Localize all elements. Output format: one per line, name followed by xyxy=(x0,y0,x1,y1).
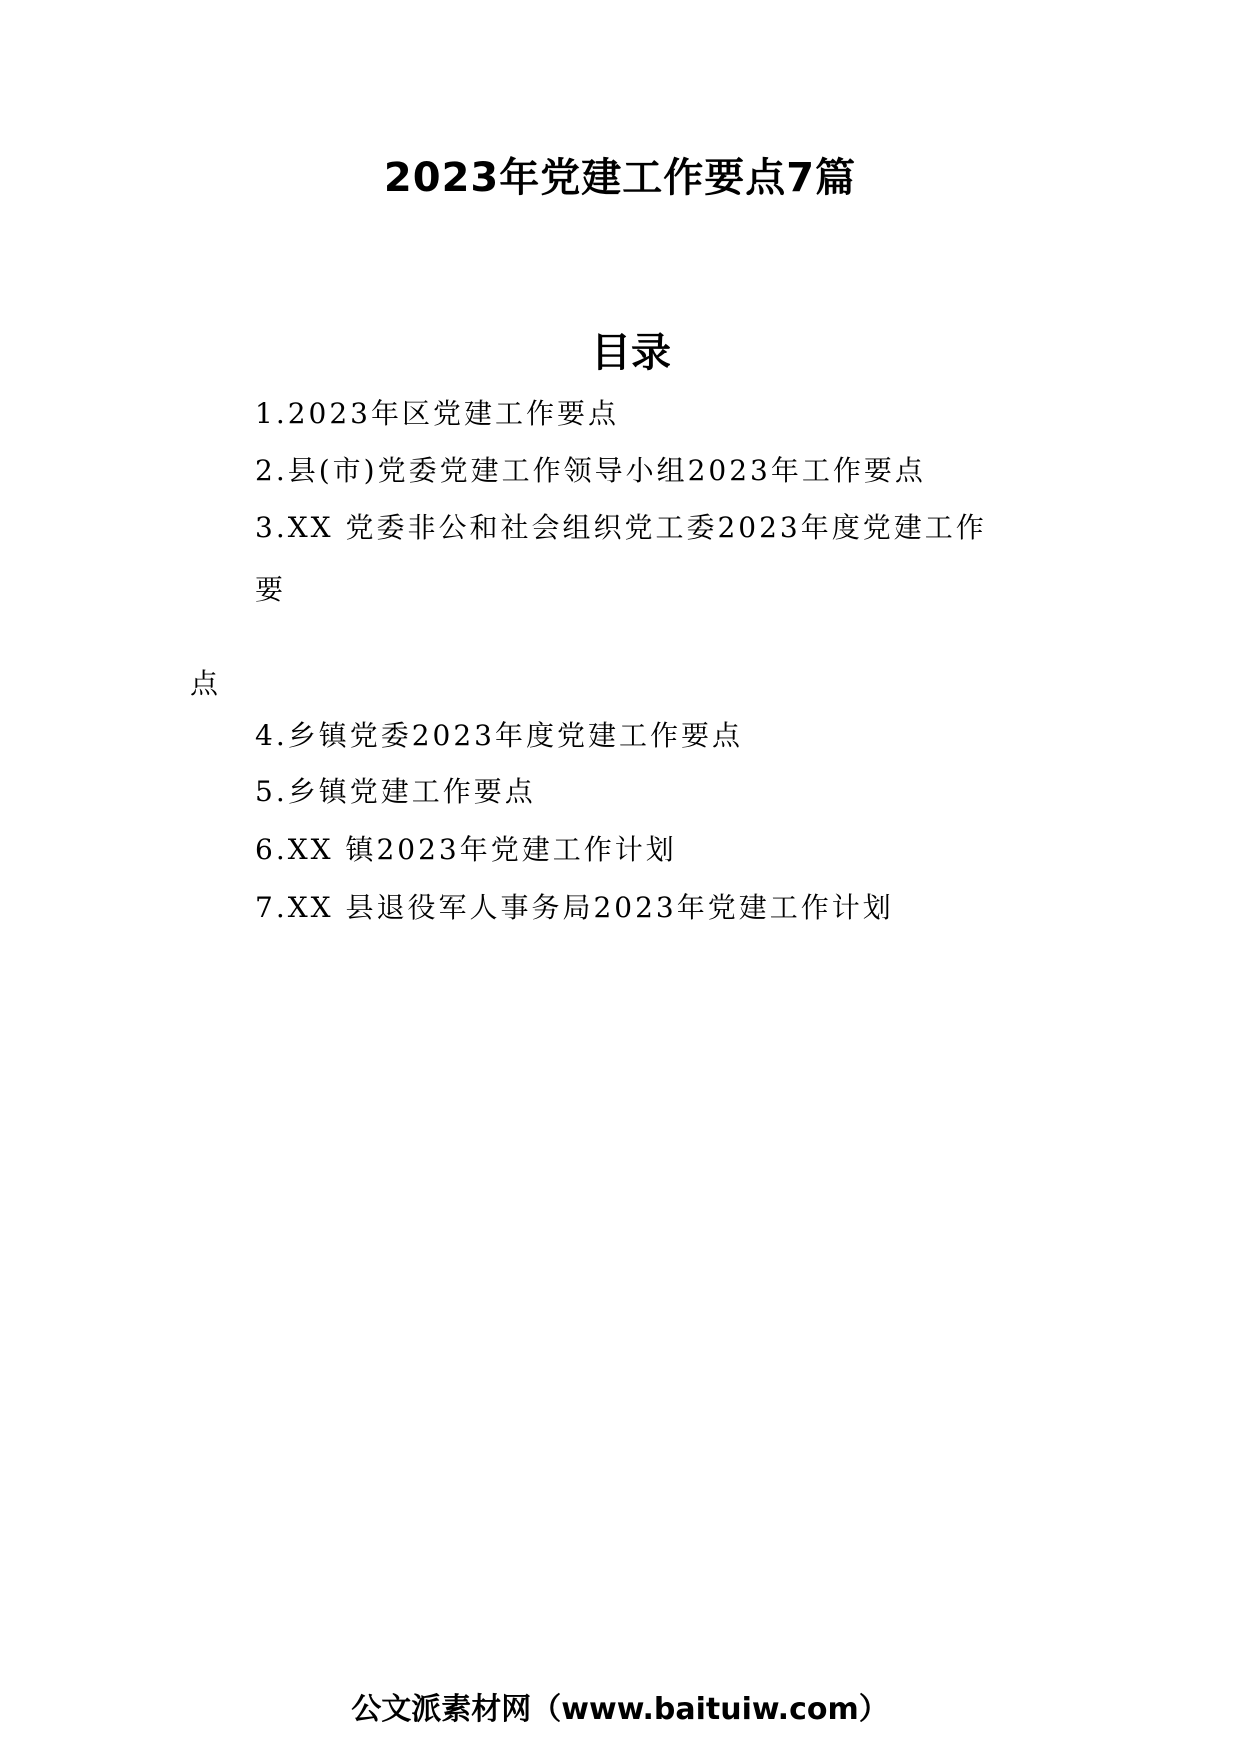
page-footer: 公文派素材网（www.baituiw.com） xyxy=(351,1692,889,1727)
toc-item-5: 5.乡镇党建工作要点 xyxy=(255,775,536,808)
toc-item-7: 7.XX 县退役军人事务局2023年党建工作计划 xyxy=(255,891,894,924)
toc-item-2: 2.县(市)党委党建工作领导小组2023年工作要点 xyxy=(255,454,926,487)
toc-item-4: 4.乡镇党委2023年度党建工作要点 xyxy=(255,719,743,752)
toc-item-3: 3.XX 党委非公和社会组织党工委2023年度党建工作 xyxy=(255,511,987,544)
toc-heading: 目录 xyxy=(591,330,671,376)
toc-item-3-continuation-1: 要 xyxy=(255,573,287,606)
toc-item-1: 1.2023年区党建工作要点 xyxy=(255,397,619,430)
toc-item-6: 6.XX 镇2023年党建工作计划 xyxy=(255,833,677,866)
document-title: 2023年党建工作要点7篇 xyxy=(383,155,857,201)
toc-item-3-continuation-2: 点 xyxy=(190,667,222,700)
